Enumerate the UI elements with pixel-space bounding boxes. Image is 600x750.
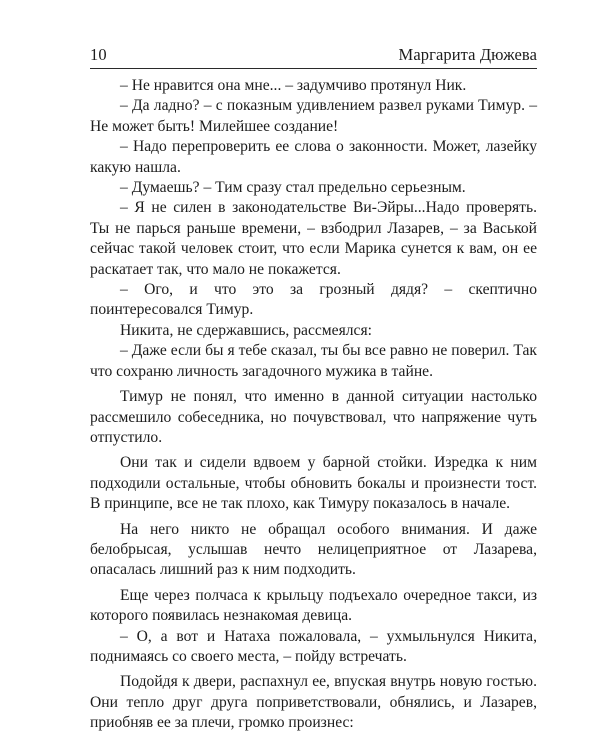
running-header xyxy=(90,41,537,65)
body-text xyxy=(90,76,537,734)
paragraph: На него никто не обращал особого внимания. И даже белобрысая, услышав нечто нелицеприятное от Лазарева, опасалась лишний раз к ним подходить. xyxy=(90,520,537,579)
page-number: 10 xyxy=(90,45,107,64)
paragraph: Никита, не сдержавшись, рассмеялся: xyxy=(120,321,372,339)
paragraph: Подойдя к двери, распахнул ее, впуская внутрь новую гостью. Они тепло друг друга поприветствовали, обнялись, и Лазарев, приобняв ее за плечи, громко произнес: xyxy=(90,673,537,732)
paragraph: Еще через полчаса к крыльцу подъехало очередное такси, из которого появилась незнакомая девица. xyxy=(90,586,537,625)
author-name: Маргарита Дюжева xyxy=(398,45,537,64)
paragraph: – Да ладно? – с показным удивлением развел руками Тимур. – Не может быть! Милейшее создание! xyxy=(90,97,537,135)
paragraph: – Даже если бы я тебе сказал, ты бы все равно не поверил. Так что сохраню личность загадочного мужика в тайне. xyxy=(90,342,537,380)
paragraph: – О, а вот и Натаха пожаловала, – ухмыльнулся Никита, поднимаясь со своего места, – пойду встречать. xyxy=(90,627,537,665)
paragraph: – Надо перепроверить ее слова о законности. Может, лазейку какую нашла. xyxy=(90,138,537,176)
paragraph: – Я не силен в законодательстве Ви-Эйры...Надо проверять. Ты не парься раньше времени, – взбодрил Лазарев, – за Васькой сейчас такой человек стоит, что если Марика сунется к вам, он ее раскатает так, что мало не покажется. xyxy=(90,199,537,278)
paragraph: – Не нравится она мне... – задумчиво протянул Ник. xyxy=(120,77,467,94)
paragraph: – Ого, и что это за грозный дядя? – скептично поинтересовался Тимур. xyxy=(90,281,537,319)
header-rule xyxy=(90,68,537,69)
paragraph: Они так и сидели вдвоем у барной стойки. Изредка к ним подходили остальные, чтобы обновить бокалы и произнести тост. В принципе, все не так плохо, как Тимуру показалось в начале. xyxy=(90,454,537,513)
paragraph: – Думаешь? – Тим сразу стал предельно серьезным. xyxy=(120,179,466,197)
paragraph: Тимур не понял, что именно в данной ситуации настолько рассмешило собеседника, но почувствовал, что напряжение чуть отпустило. xyxy=(90,388,537,446)
